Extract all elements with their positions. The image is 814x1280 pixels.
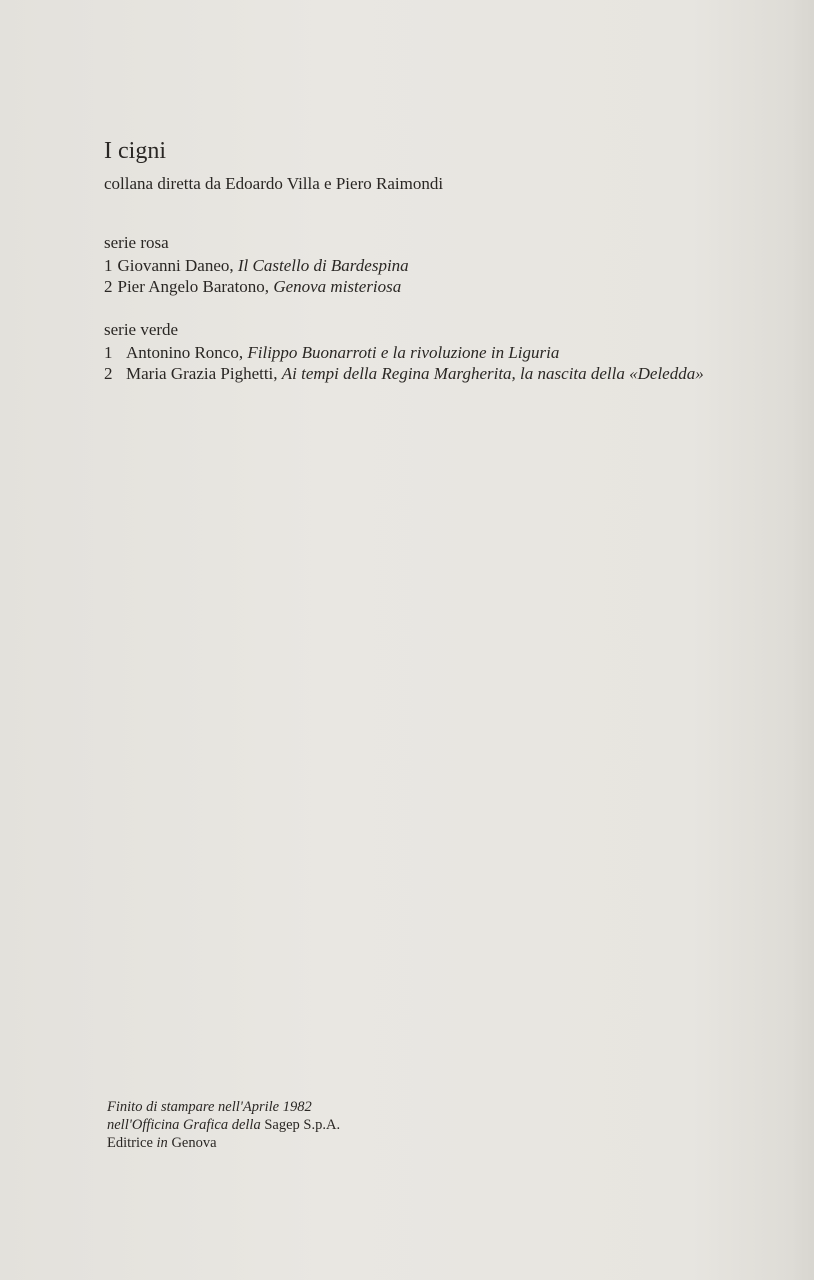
serie-rosa-heading: serie rosa <box>104 233 169 252</box>
serie-rosa-section <box>104 232 744 297</box>
item-number: 1 <box>104 256 113 275</box>
serie-verde-list <box>104 342 744 384</box>
series-editors: collana diretta da Edoardo Villa e Piero Raimondi <box>104 174 444 193</box>
series-title: I cigni <box>104 138 166 164</box>
colophon-print-date: Finito di stampare nell'Aprile 1982 <box>107 1099 312 1115</box>
item-text <box>126 342 744 363</box>
serie-verde-heading: serie verde <box>104 320 179 339</box>
item-text <box>126 363 744 384</box>
serie-rosa-list <box>104 255 744 297</box>
item-author: Giovanni Daneo, <box>117 256 234 275</box>
colophon-line-2 <box>107 1116 340 1134</box>
page-edge-shadow <box>792 0 814 1280</box>
item-work: Filippo Buonarroti e la rivoluzione in Liguria <box>247 343 560 362</box>
item-author: Maria Grazia Pighetti, <box>126 364 278 383</box>
colophon-city: Genova <box>171 1135 217 1151</box>
item-author: Antonino Ronco, <box>126 343 244 362</box>
list-item <box>104 255 744 276</box>
colophon-editrice: Editrice <box>107 1135 153 1151</box>
item-work: Ai tempi della Regina Margherita, la nascita della «Deledda» <box>281 364 704 383</box>
serie-verde-section <box>104 319 744 384</box>
item-author: Pier Angelo Baratono, <box>117 277 270 296</box>
colophon-printer: nell'Officina Grafica della <box>107 1117 261 1133</box>
colophon-in: in <box>156 1135 168 1151</box>
item-work: Genova misteriosa <box>273 277 402 296</box>
item-number: 2 <box>104 364 113 383</box>
colophon <box>107 1098 340 1152</box>
item-work: Il Castello di Bardespina <box>237 256 409 275</box>
list-item <box>104 342 744 363</box>
colophon-publisher: Sagep S.p.A. <box>264 1117 341 1133</box>
colophon-line-3 <box>107 1134 340 1152</box>
list-item <box>104 363 744 384</box>
item-number: 1 <box>104 343 113 362</box>
item-number: 2 <box>104 277 113 296</box>
colophon-line-1 <box>107 1098 340 1116</box>
list-item <box>104 276 744 297</box>
